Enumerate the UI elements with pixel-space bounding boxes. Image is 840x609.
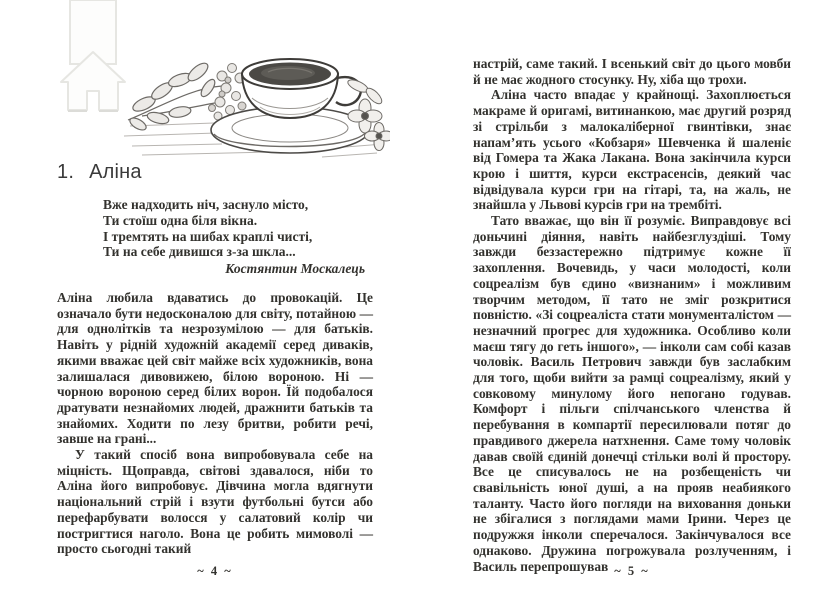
right-page-number: ~ 5 ~ (614, 564, 650, 578)
home-icon (58, 0, 128, 120)
chapter-title: Аліна (89, 161, 142, 183)
epigraph-line: І тремтять на шибах краплі чисті, (103, 228, 313, 244)
right-page-text (473, 56, 791, 574)
paragraph: Аліна любила вдаватись до провокацій. Це означало бути недосконалою для світу, потайною — для однолітків та незрозумілою — для батьків. Навіть у рідній художній академії серед диваків, якими вважає цей світ майже всіх художників, вона залишалася дивовижею, білою вороною. Ні — чорною вороною серед білих ворон. Їй подобалося дратувати незнайомих людей, дражнити батьків та знайомих. Ходити по лезу бритви, робити речі, завше на грані... (57, 290, 373, 447)
chapter-number: 1. (57, 161, 75, 183)
paragraph: У такий спосіб вона випробовувала себе на міцність. Щоправда, світові здавалося, ніби то Аліна його випробовує. Дівчина могла вдягнути національний стрій і взути футбольні бутси або перефарбувати волосся у салатовий колір чи постригтися наголо. Вона це робить мимоволі — просто сьогодні такий (57, 447, 373, 557)
epigraph-line: Вже надходить ніч, заснуло місто, (103, 197, 309, 212)
left-page-number: ~ 4 ~ (197, 564, 233, 578)
epigraph-line: Ти на себе дивишся з-за шкла... (103, 244, 296, 260)
paragraph: Аліна часто впадає у крайнощі. Захоплюється макраме й оригамі, витинанкою, має другий розряд зі стрільби з малокаліберної гвинтівки, знає напам’ять усього «Кобзаря» Шевченка й шаленіє від Гомера та Жака Лакана. Вона закінчила курси крою і шиття, курси екстрасенсів, деякий час відвідувала курси гри на гітарі, та, на жаль, не знайшла у Львові курсів гри на трембіті. (473, 87, 791, 213)
home-button[interactable] (58, 0, 128, 120)
epigraph-author: Костянтин Москалець (225, 261, 365, 277)
paragraph: настрій, саме такий. І всенький світ до цього мовби й не має жодного стосунку. Ну, хіба що трохи. (473, 56, 791, 87)
coffee-cup-illustration (122, 28, 390, 162)
paragraph: Тато вважає, що він її розуміє. Виправдовує всі доньчині діяння, навіть найбезглуздіші. Тому завжди беззастережно підтримує кожне її захоплення. Вочевидь, у часи молодості, коли соцреалізм був єдино «визнаним» і можливим творчим методом, її тато не зміг розкритися повністю. «Зі соцреаліста стати монументалістом — незначний прогрес для художника. Особливо коли маєш тягу до геть іншого», — інколи сам собі казав чоловік. Василь Петрович завжди був заслабким для того, щоби вийти за рамці соцреалізму, який у совковому минулому його непогано годував. Комфорт і пільги спілчанського членства й перебування в компартії пересилювали потяг до правдивого джерела натхнення. Саме тому чоловік давав своїй єдиній донечці стільки волі й простору. Все це списувалось не на розбещеність чи свавільність юної душі, а на прояв неабиякого таланту. Часто його погляди на виховання доньки не збігалися з поглядами мами Ірини. Через це подружжя інколи сперечалося. Закінчувалося все однаково. Дружина погрожувала розлученням, і Василь перепрошував (473, 213, 791, 574)
epigraph (103, 197, 367, 277)
chapter-heading (57, 161, 142, 184)
left-page-text (57, 290, 373, 557)
epigraph-line: Ти стоїш одна біля вікна. (103, 212, 258, 228)
